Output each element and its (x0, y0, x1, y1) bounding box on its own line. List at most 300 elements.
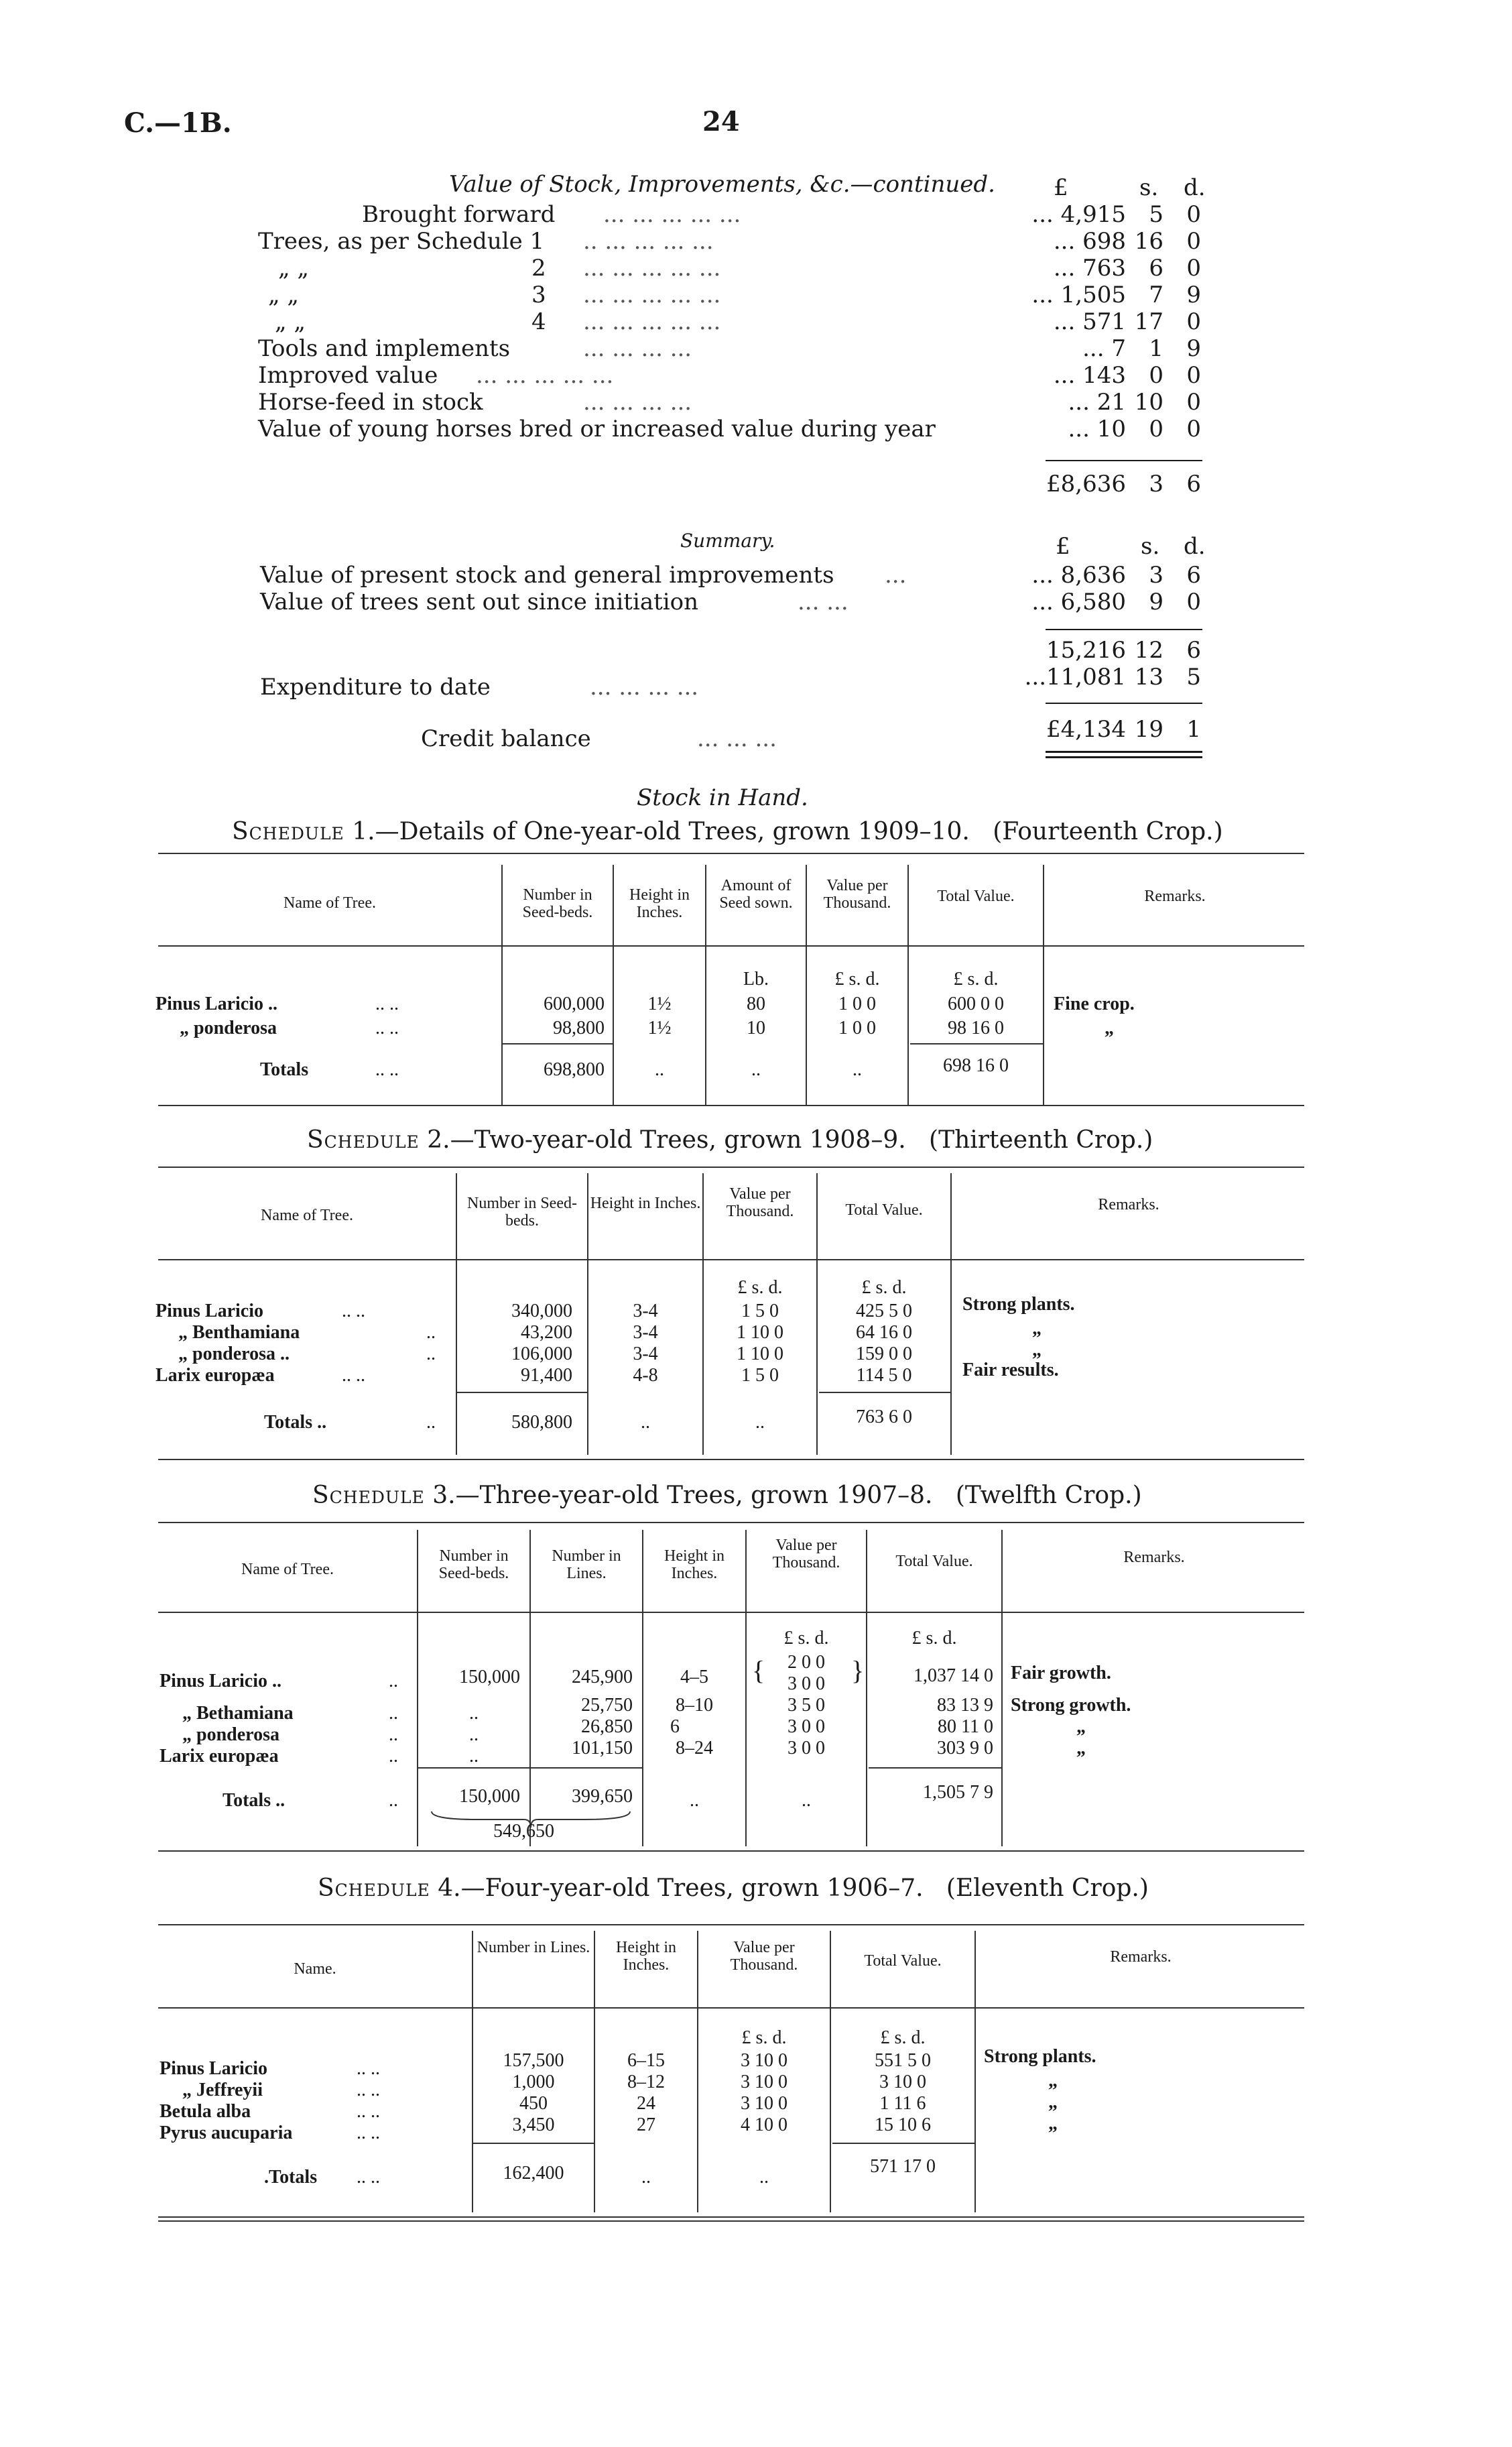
height: 8–12 (627, 2072, 665, 2092)
schedule4-word: Schedule (318, 1874, 430, 1902)
rule (642, 1530, 643, 1846)
rule (158, 945, 1304, 947)
rule (1001, 1530, 1003, 1846)
report-reference: C.—1B. (124, 107, 232, 139)
summary-row-shillings: 3 (1149, 562, 1163, 589)
remarks: Strong plants. (984, 2046, 1096, 2067)
totals-label: Totals .. (264, 1412, 327, 1433)
stock-row-pounds: ... 571 (1053, 308, 1126, 335)
expenditure-dots: ... ... ... ... (590, 674, 699, 701)
leader-dots: .. .. (357, 2058, 380, 2079)
stock-row-label: Tools and implements (258, 335, 511, 362)
rule (529, 1530, 531, 1846)
tree-name: Larix europæa (155, 1365, 275, 1386)
remarks: „ (1032, 1318, 1042, 1339)
value-per-thousand: 1 0 0 (838, 1018, 876, 1038)
leader-dots: .. .. (342, 1365, 365, 1386)
stock-row-label: 3 (531, 282, 546, 308)
stock-row-dots: ... ... ... ... ... (476, 362, 614, 389)
col-header: Number in Seed-beds. (522, 886, 593, 921)
height: 1½ (647, 994, 672, 1014)
stock-row-dots: .. ... ... ... ... (583, 228, 714, 255)
height-total: .. (690, 1790, 699, 1811)
summary-row-dots: ... ... (798, 589, 848, 615)
unit-lb: Lb. (743, 969, 769, 990)
seed-beds-total: 580,800 (511, 1412, 572, 1433)
schedule2-title-text: 2.—Two-year-old Trees, grown 1908–9. (427, 1126, 906, 1154)
schedule3-word: Schedule (312, 1482, 425, 1509)
rule (501, 865, 503, 1105)
tree-name: „ ponderosa (180, 1018, 277, 1038)
summary-row-pence: 6 (1186, 562, 1201, 589)
col-header: Total Value. (864, 1952, 942, 1970)
leader-dots: .. (426, 1322, 436, 1343)
credit-rule (1046, 703, 1202, 704)
value-per-thousand: 3 10 0 (741, 2050, 788, 2071)
total-value: 64 16 0 (856, 1322, 912, 1343)
height: 4-8 (633, 1365, 658, 1386)
stock-row-pence: 0 (1186, 362, 1201, 389)
col-header: Name of Tree. (241, 1561, 334, 1578)
total-value: 15 10 6 (875, 2114, 931, 2135)
schedule1-word: Schedule (232, 818, 344, 845)
lines: 157,500 (503, 2050, 564, 2071)
stock-row-pence: 0 (1186, 308, 1201, 335)
rule (587, 1173, 588, 1455)
stock-row-pounds: ... 698 (1053, 228, 1126, 255)
seed-beds-total: 150,000 (459, 1786, 520, 1807)
unit-total: £ s. d. (861, 1277, 907, 1298)
col-header: Total Value. (937, 888, 1015, 905)
stock-row-dots: ... ... ... ... ... (583, 308, 721, 335)
rule (456, 1173, 457, 1455)
rule (910, 1043, 1043, 1045)
total-value-total: 763 6 0 (856, 1407, 912, 1427)
rule (417, 1530, 418, 1846)
remarks: „ (1048, 2070, 1058, 2091)
tree-name: „ Benthamiana (178, 1322, 300, 1343)
remarks: Fine crop. (1054, 994, 1135, 1014)
brace-open: { (752, 1655, 765, 1685)
rule (158, 1105, 1304, 1106)
height: 6 (670, 1716, 680, 1737)
total-value: 425 5 0 (856, 1301, 912, 1321)
value-per-thousand: 1 5 0 (741, 1301, 779, 1321)
stock-row-ditto: „ „ (275, 308, 306, 335)
schedule3-title (312, 1482, 1142, 1509)
leader-dots: .. .. (357, 2167, 380, 2188)
seed-beds: 340,000 (511, 1301, 572, 1321)
rule (907, 865, 909, 1105)
schedule2-crop: (Thirteenth Crop.) (929, 1126, 1153, 1154)
remarks: „ (1076, 1738, 1086, 1758)
value-per-thousand: 3 0 0 (788, 1716, 825, 1737)
summary-row-shillings: 9 (1149, 589, 1163, 615)
tree-name: „ Jeffreyii (182, 2080, 263, 2100)
stock-row-pounds: ... 21 (1068, 389, 1126, 416)
summary-row-pounds: ... 8,636 (1031, 562, 1126, 589)
combined-total: 549,650 (493, 1821, 554, 1842)
col-header: Height in Inches. (629, 886, 690, 921)
value-per-thousand-alt: 3 0 0 (788, 1673, 825, 1694)
tree-name: Pyrus aucuparia (160, 2123, 293, 2143)
expenditure-pence: 5 (1186, 664, 1201, 691)
rule (158, 2220, 1304, 2222)
lines: 245,900 (572, 1667, 633, 1687)
rule (418, 1767, 642, 1769)
rule (158, 1259, 1304, 1260)
col-header: Name. (294, 1960, 336, 1978)
col-header: Value per Thousand. (772, 1537, 840, 1571)
value-total: .. (802, 1790, 811, 1811)
stock-row-ditto: „ „ (268, 282, 300, 308)
tree-name: „ ponderosa .. (178, 1344, 290, 1364)
col-header: Number in Lines. (477, 1939, 590, 1956)
total-value: 1 11 6 (879, 2093, 926, 2114)
col-header: Height in Inches. (590, 1195, 701, 1212)
stock-row-dots: ... ... ... ... (583, 335, 692, 362)
rule (613, 865, 614, 1105)
leader-dots: .. .. (375, 1059, 399, 1080)
col-header: Height in Inches. (616, 1939, 676, 1974)
rule (819, 1392, 950, 1393)
stock-row-pounds: ... 1,505 (1031, 282, 1126, 308)
lines: 450 (519, 2093, 548, 2114)
totals-label: Totals .. (223, 1790, 286, 1811)
leader-dots: .. (426, 1412, 436, 1433)
col-header: Name of Tree. (284, 894, 376, 912)
total-value: 303 9 0 (937, 1738, 993, 1758)
tree-name: „ Bethamiana (182, 1703, 294, 1724)
rule (1043, 865, 1044, 1105)
stock-row-shillings: 6 (1149, 255, 1163, 282)
total-value: 80 11 0 (938, 1716, 993, 1737)
credit-label: Credit balance (421, 725, 591, 752)
col-header: Number in Seed-beds. (467, 1195, 577, 1230)
seed-beds: .. (469, 1724, 479, 1745)
rule (158, 2007, 1304, 2009)
height-total: .. (641, 1412, 650, 1433)
stock-row-pounds: ... 10 (1068, 416, 1126, 442)
total-value-total: 1,505 7 9 (923, 1782, 993, 1803)
summary-row-pence: 0 (1186, 589, 1201, 615)
stock-total-pounds: £8,636 (1046, 471, 1126, 497)
stock-row-pence: 9 (1186, 282, 1201, 308)
unit-value: £ s. d. (741, 2027, 787, 2048)
stock-heading: Value of Stock, Improvements, &c.—continued. (449, 171, 995, 198)
value-per-thousand: 3 10 0 (741, 2093, 788, 2114)
credit-shillings: 19 (1134, 716, 1163, 743)
credit-double-rule-1 (1046, 751, 1202, 753)
lines-total: 399,650 (572, 1786, 633, 1807)
col-header: Number in Lines. (552, 1547, 621, 1582)
credit-pounds: £4,134 (1046, 716, 1126, 743)
value-per-thousand: 1 10 0 (737, 1322, 783, 1343)
seed-beds: 43,200 (521, 1322, 572, 1343)
stock-row-dots: ... ... ... ... (583, 389, 692, 416)
leader-dots: .. .. (342, 1301, 365, 1321)
value-per-thousand: 1 5 0 (741, 1365, 779, 1386)
stock-row-dots: ... ... ... ... ... (583, 282, 721, 308)
col-header: Remarks. (1110, 1948, 1172, 1966)
tree-name: Pinus Laricio .. (160, 1671, 282, 1691)
rule (705, 865, 706, 1105)
leader-dots: .. (389, 1671, 398, 1691)
summary-subtotal-pence: 6 (1186, 637, 1201, 664)
seed-total: .. (751, 1059, 761, 1080)
height: 4–5 (680, 1667, 708, 1687)
schedule4-title-text: 4.—Four-year-old Trees, grown 1906–7. (438, 1874, 924, 1902)
stock-row-shillings: 7 (1149, 282, 1163, 308)
seed-sown: 80 (747, 994, 765, 1014)
summary-subtotal-shillings: 12 (1134, 637, 1163, 664)
total-value: 3 10 0 (879, 2072, 926, 2092)
brace-close: } (851, 1655, 865, 1685)
schedule3-title-text: 3.—Three-year-old Trees, grown 1907–8. (432, 1482, 933, 1509)
rule (472, 1931, 473, 2212)
rule (158, 1850, 1304, 1852)
rule (473, 2143, 594, 2144)
leader-dots: .. (389, 1703, 398, 1724)
stock-row-label: 2 (531, 255, 546, 282)
lines-total: 162,400 (503, 2163, 564, 2184)
summary-sum-rule (1046, 629, 1202, 630)
stock-row-pence: 9 (1186, 335, 1201, 362)
seed-beds: 150,000 (459, 1667, 520, 1687)
summary-heading: Summary. (680, 530, 775, 552)
unit-value: £ s. d. (737, 1277, 783, 1298)
col-header: Remarks. (1123, 1549, 1185, 1566)
stock-row-pence: 0 (1186, 228, 1201, 255)
rule (830, 1931, 831, 2212)
unit-total: £ s. d. (911, 1628, 957, 1649)
stock-in-hand-heading: Stock in Hand. (637, 784, 808, 811)
stock-row-shillings: 0 (1149, 416, 1163, 442)
total-value-total: 571 17 0 (870, 2156, 936, 2177)
schedule3-crop: (Twelfth Crop.) (955, 1482, 1142, 1509)
stock-row-label: 4 (531, 308, 546, 335)
col-header: Total Value. (845, 1201, 923, 1219)
rule (158, 1924, 1304, 1925)
summary-row-dots: ... (885, 562, 907, 589)
lines: 3,450 (512, 2114, 555, 2135)
summary-row-label: Value of trees sent out since initiation (260, 589, 699, 615)
leader-dots: .. (389, 1790, 398, 1811)
rule (745, 1530, 747, 1846)
rule (158, 1522, 1304, 1523)
stock-col-pounds: £ (1054, 174, 1068, 201)
col-header: Value per Thousand. (726, 1185, 794, 1220)
summary-col-pounds: £ (1056, 533, 1070, 560)
stock-col-pence: d. (1184, 174, 1206, 201)
seed-beds: 98,800 (553, 1018, 605, 1038)
stock-row-pence: 0 (1186, 389, 1201, 416)
stock-row-pence: 0 (1186, 255, 1201, 282)
seed-sown: 10 (747, 1018, 765, 1038)
tree-name: Larix europæa (160, 1746, 279, 1767)
leader-dots: .. (389, 1724, 398, 1745)
schedule4-crop: (Eleventh Crop.) (946, 1874, 1149, 1902)
tree-name: Betula alba (160, 2101, 251, 2122)
leader-dots: .. (389, 1746, 398, 1767)
seed-beds-total: 698,800 (544, 1059, 605, 1080)
height-total: .. (655, 1059, 664, 1080)
summary-col-shillings: s. (1141, 533, 1160, 560)
rule (158, 1167, 1304, 1168)
summary-row-pounds: ... 6,580 (1031, 589, 1126, 615)
remarks: Fair results. (962, 1360, 1059, 1380)
value-per-thousand: 1 10 0 (737, 1344, 783, 1364)
value-per-thousand: 3 5 0 (788, 1695, 825, 1716)
rule (816, 1173, 818, 1455)
seed-beds: 91,400 (521, 1365, 572, 1386)
value-total: .. (755, 1412, 765, 1433)
height: 24 (637, 2093, 655, 2114)
height: 3-4 (633, 1344, 658, 1364)
stock-row-dots: ... ... ... ... ... (603, 201, 741, 228)
height: 8–24 (676, 1738, 713, 1758)
tree-name: „ ponderosa (182, 1724, 279, 1745)
tree-name: Pinus Laricio (160, 2058, 268, 2079)
unit-value: £ s. d. (834, 969, 880, 990)
rule (697, 1931, 698, 2212)
stock-row-shillings: 0 (1149, 362, 1163, 389)
col-header: Height in Inches. (664, 1547, 724, 1582)
stock-row-pounds: ... 763 (1053, 255, 1126, 282)
value-per-thousand: 3 10 0 (741, 2072, 788, 2092)
rule (158, 2216, 1304, 2218)
rule (457, 1392, 587, 1393)
height-total: .. (641, 2167, 651, 2188)
summary-row-label: Value of present stock and general improvements (260, 562, 834, 589)
page-number: 24 (702, 106, 740, 137)
stock-row-pence: 0 (1186, 201, 1201, 228)
stock-row-dots: ... ... ... ... ... (583, 255, 721, 282)
total-value: 83 13 9 (937, 1695, 993, 1716)
col-header: Name of Tree. (261, 1207, 353, 1224)
col-header: Amount of Seed sown. (719, 877, 793, 912)
rule (503, 1043, 613, 1045)
rule (950, 1173, 952, 1455)
total-value: 159 0 0 (856, 1344, 912, 1364)
schedule2-title (307, 1126, 1153, 1154)
unit-total: £ s. d. (953, 969, 999, 990)
stock-row-label: Improved value (258, 362, 438, 389)
stock-col-shillings: s. (1139, 174, 1159, 201)
value-total: .. (759, 2167, 769, 2188)
total-value: 1,037 14 0 (914, 1665, 993, 1686)
leader-dots: .. .. (357, 2123, 380, 2143)
value-per-thousand: 2 0 0 (788, 1652, 825, 1673)
value-per-thousand: 4 10 0 (741, 2114, 788, 2135)
rule (832, 2143, 974, 2144)
schedule4-title (318, 1874, 1149, 1902)
col-header: Remarks. (1144, 888, 1206, 905)
value-total: .. (853, 1059, 862, 1080)
remarks: „ (1032, 1339, 1042, 1360)
col-header: Value per Thousand. (730, 1939, 798, 1974)
summary-col-pence: d. (1184, 533, 1206, 560)
expenditure-shillings: 13 (1134, 664, 1163, 691)
stock-row-pence: 0 (1186, 416, 1201, 442)
remarks: Strong growth. (1011, 1695, 1131, 1716)
height: 3-4 (633, 1322, 658, 1343)
rule (869, 1767, 1001, 1769)
value-per-thousand: 1 0 0 (838, 994, 876, 1014)
seed-beds: .. (469, 1703, 479, 1724)
remarks: Strong plants. (962, 1294, 1075, 1315)
height: 8–10 (676, 1695, 713, 1716)
unit-total: £ s. d. (880, 2027, 926, 2048)
height: 3-4 (633, 1301, 658, 1321)
rule (158, 853, 1304, 854)
total-value: 600 0 0 (948, 994, 1004, 1014)
totals-label: Totals (260, 1059, 309, 1080)
lines: 101,150 (572, 1738, 633, 1758)
stock-row-shillings: 16 (1134, 228, 1163, 255)
schedule1-crop: (Fourteenth Crop.) (993, 818, 1223, 845)
stock-row-label: Horse-feed in stock (258, 389, 483, 416)
credit-dots: ... ... ... (697, 725, 777, 752)
schedule2-word: Schedule (307, 1126, 420, 1154)
credit-pence: 1 (1186, 716, 1201, 743)
stock-row-label: Brought forward (362, 201, 556, 228)
stock-row-ditto: „ „ (278, 255, 310, 282)
stock-row-shillings: 10 (1134, 389, 1163, 416)
stock-total-pence: 6 (1186, 471, 1201, 497)
leader-dots: .. .. (375, 994, 399, 1014)
lines: 26,850 (581, 1716, 633, 1737)
schedule1-title (232, 818, 1223, 845)
height: 27 (637, 2114, 655, 2135)
rule (702, 1173, 704, 1455)
stock-row-pounds: ... 7 (1082, 335, 1126, 362)
remarks: „ (1048, 2113, 1058, 2134)
remarks: Fair growth. (1011, 1663, 1111, 1683)
leader-dots: .. .. (357, 2101, 380, 2122)
value-per-thousand: 3 0 0 (788, 1738, 825, 1758)
total-value: 98 16 0 (948, 1018, 1004, 1038)
stock-row-pounds: ... 143 (1053, 362, 1126, 389)
rule (158, 1612, 1304, 1613)
stock-row-pounds: ... 4,915 (1031, 201, 1126, 228)
col-header: Value per Thousand. (823, 877, 891, 912)
total-value: 551 5 0 (875, 2050, 931, 2071)
rule (594, 1931, 595, 2212)
stock-row-label: Trees, as per Schedule 1 (258, 228, 545, 255)
leader-dots: .. .. (375, 1018, 399, 1038)
total-value: 114 5 0 (856, 1365, 912, 1386)
credit-double-rule-2 (1046, 756, 1202, 758)
col-header: Remarks. (1098, 1196, 1159, 1213)
height: 6–15 (627, 2050, 665, 2071)
tree-name: Pinus Laricio .. (155, 994, 278, 1014)
col-header: Total Value. (895, 1553, 973, 1570)
stock-row-shillings: 17 (1134, 308, 1163, 335)
rule (974, 1931, 976, 2212)
total-value-total: 698 16 0 (943, 1055, 1009, 1076)
rule (158, 1459, 1304, 1460)
stock-row-shillings: 1 (1149, 335, 1163, 362)
lines: 1,000 (512, 2072, 555, 2092)
summary-subtotal-pounds: 15,216 (1046, 637, 1126, 664)
stock-sum-rule (1046, 460, 1202, 461)
lines: 25,750 (581, 1695, 633, 1716)
stock-row-label: Value of young horses bred or increased value during year (258, 416, 936, 442)
leader-dots: .. (426, 1344, 436, 1364)
seed-beds: 106,000 (511, 1344, 572, 1364)
unit-value: £ s. d. (783, 1628, 829, 1649)
